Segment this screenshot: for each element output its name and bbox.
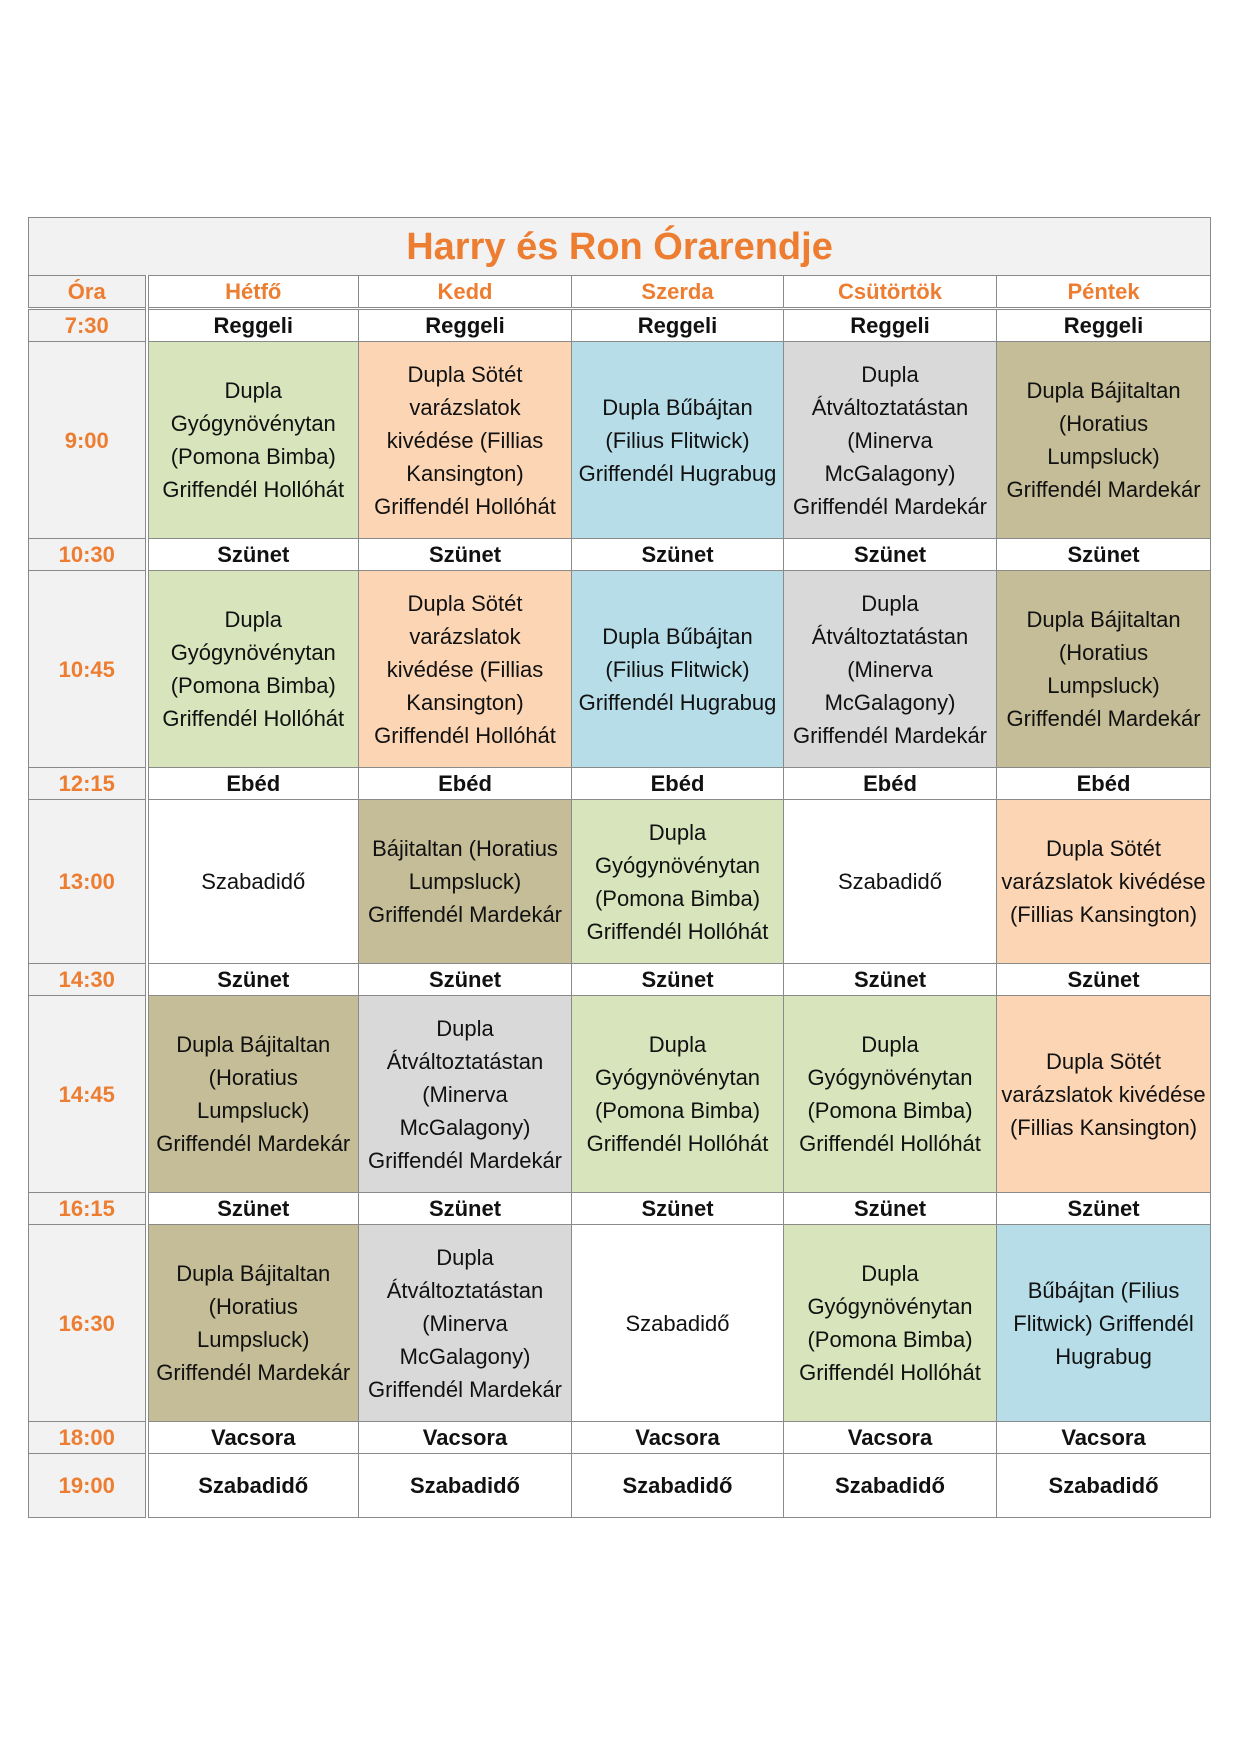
timetable-body — [29, 309, 1211, 1518]
column-header-wednesday: Szerda — [572, 276, 784, 309]
class-cell-thursday: Vacsora — [784, 1422, 997, 1454]
class-cell-thursday: Ebéd — [784, 768, 997, 800]
table-row — [29, 539, 1211, 571]
table-row — [29, 1454, 1211, 1518]
class-cell-thursday: Dupla Átváltoztatástan (Minerva McGalagony) Griffendél Mardekár — [784, 571, 997, 768]
class-cell-wednesday: Dupla Bűbájtan (Filius Flitwick) Griffendél Hugrabug — [572, 571, 784, 768]
class-cell-monday: Reggeli — [147, 309, 359, 342]
class-cell-thursday: Dupla Átváltoztatástan (Minerva McGalagony) Griffendél Mardekár — [784, 342, 997, 539]
timetable — [28, 217, 1211, 1518]
class-cell-tuesday: Dupla Átváltoztatástan (Minerva McGalagony) Griffendél Mardekár — [359, 1225, 572, 1422]
column-header-tuesday: Kedd — [359, 276, 572, 309]
table-row — [29, 342, 1211, 539]
time-cell: 16:30 — [29, 1225, 147, 1422]
class-cell-thursday: Szabadidő — [784, 800, 997, 964]
class-cell-friday: Bűbájtan (Filius Flitwick) Griffendél Hugrabug — [997, 1225, 1211, 1422]
class-cell-wednesday: Szünet — [572, 539, 784, 571]
class-cell-monday: Szabadidő — [147, 800, 359, 964]
time-cell: 10:45 — [29, 571, 147, 768]
table-row — [29, 964, 1211, 996]
class-cell-wednesday: Vacsora — [572, 1422, 784, 1454]
table-row — [29, 800, 1211, 964]
class-cell-tuesday: Szünet — [359, 1193, 572, 1225]
class-cell-wednesday: Dupla Bűbájtan (Filius Flitwick) Griffendél Hugrabug — [572, 342, 784, 539]
class-cell-friday: Dupla Sötét varázslatok kivédése (Fillias Kansington) — [997, 800, 1211, 964]
class-cell-monday: Szünet — [147, 1193, 359, 1225]
class-cell-tuesday: Dupla Sötét varázslatok kivédése (Fillias Kansington) Griffendél Hollóhát — [359, 342, 572, 539]
time-cell: 16:15 — [29, 1193, 147, 1225]
header-row — [29, 276, 1211, 309]
class-cell-friday: Dupla Sötét varázslatok kivédése (Fillias Kansington) — [997, 996, 1211, 1193]
class-cell-tuesday: Dupla Átváltoztatástan (Minerva McGalagony) Griffendél Mardekár — [359, 996, 572, 1193]
class-cell-friday: Szabadidő — [997, 1454, 1211, 1518]
class-cell-wednesday: Szünet — [572, 964, 784, 996]
time-cell: 18:00 — [29, 1422, 147, 1454]
class-cell-thursday: Dupla Gyógynövénytan (Pomona Bimba) Griffendél Hollóhát — [784, 996, 997, 1193]
table-row — [29, 1193, 1211, 1225]
class-cell-thursday: Dupla Gyógynövénytan (Pomona Bimba) Griffendél Hollóhát — [784, 1225, 997, 1422]
time-cell: 14:30 — [29, 964, 147, 996]
time-cell: 14:45 — [29, 996, 147, 1193]
table-row — [29, 309, 1211, 342]
class-cell-thursday: Szünet — [784, 964, 997, 996]
class-cell-wednesday: Szabadidő — [572, 1225, 784, 1422]
class-cell-wednesday: Reggeli — [572, 309, 784, 342]
class-cell-thursday: Reggeli — [784, 309, 997, 342]
table-row — [29, 768, 1211, 800]
class-cell-tuesday: Dupla Sötét varázslatok kivédése (Fillias Kansington) Griffendél Hollóhát — [359, 571, 572, 768]
time-cell: 7:30 — [29, 309, 147, 342]
class-cell-tuesday: Bájitaltan (Horatius Lumpsluck) Griffendél Mardekár — [359, 800, 572, 964]
time-cell: 9:00 — [29, 342, 147, 539]
table-row — [29, 1225, 1211, 1422]
table-row — [29, 571, 1211, 768]
column-header-thursday: Csütörtök — [784, 276, 997, 309]
class-cell-friday: Ebéd — [997, 768, 1211, 800]
class-cell-wednesday: Dupla Gyógynövénytan (Pomona Bimba) Griffendél Hollóhát — [572, 800, 784, 964]
class-cell-friday: Szünet — [997, 539, 1211, 571]
class-cell-monday: Dupla Gyógynövénytan (Pomona Bimba) Griffendél Hollóhát — [147, 342, 359, 539]
class-cell-monday: Dupla Bájitaltan (Horatius Lumpsluck) Griffendél Mardekár — [147, 996, 359, 1193]
class-cell-friday: Szünet — [997, 1193, 1211, 1225]
time-cell: 10:30 — [29, 539, 147, 571]
column-header-monday: Hétfő — [147, 276, 359, 309]
class-cell-thursday: Szünet — [784, 539, 997, 571]
class-cell-friday: Vacsora — [997, 1422, 1211, 1454]
class-cell-monday: Dupla Bájitaltan (Horatius Lumpsluck) Griffendél Mardekár — [147, 1225, 359, 1422]
class-cell-monday: Vacsora — [147, 1422, 359, 1454]
class-cell-friday: Dupla Bájitaltan (Horatius Lumpsluck) Griffendél Mardekár — [997, 342, 1211, 539]
class-cell-tuesday: Szünet — [359, 539, 572, 571]
time-cell: 13:00 — [29, 800, 147, 964]
page-title: Harry és Ron Órarendje — [29, 218, 1211, 276]
class-cell-tuesday: Ebéd — [359, 768, 572, 800]
class-cell-thursday: Szabadidő — [784, 1454, 997, 1518]
class-cell-monday: Szünet — [147, 539, 359, 571]
class-cell-wednesday: Dupla Gyógynövénytan (Pomona Bimba) Griffendél Hollóhát — [572, 996, 784, 1193]
class-cell-tuesday: Reggeli — [359, 309, 572, 342]
class-cell-wednesday: Szabadidő — [572, 1454, 784, 1518]
class-cell-friday: Dupla Bájitaltan (Horatius Lumpsluck) Griffendél Mardekár — [997, 571, 1211, 768]
class-cell-tuesday: Vacsora — [359, 1422, 572, 1454]
time-cell: 12:15 — [29, 768, 147, 800]
class-cell-monday: Ebéd — [147, 768, 359, 800]
class-cell-friday: Reggeli — [997, 309, 1211, 342]
class-cell-tuesday: Szünet — [359, 964, 572, 996]
class-cell-monday: Szünet — [147, 964, 359, 996]
column-header-hour: Óra — [29, 276, 147, 309]
class-cell-tuesday: Szabadidő — [359, 1454, 572, 1518]
class-cell-thursday: Szünet — [784, 1193, 997, 1225]
class-cell-monday: Dupla Gyógynövénytan (Pomona Bimba) Griffendél Hollóhát — [147, 571, 359, 768]
table-row — [29, 996, 1211, 1193]
class-cell-monday: Szabadidő — [147, 1454, 359, 1518]
class-cell-wednesday: Szünet — [572, 1193, 784, 1225]
time-cell: 19:00 — [29, 1454, 147, 1518]
column-header-friday: Péntek — [997, 276, 1211, 309]
class-cell-wednesday: Ebéd — [572, 768, 784, 800]
class-cell-friday: Szünet — [997, 964, 1211, 996]
table-row — [29, 1422, 1211, 1454]
